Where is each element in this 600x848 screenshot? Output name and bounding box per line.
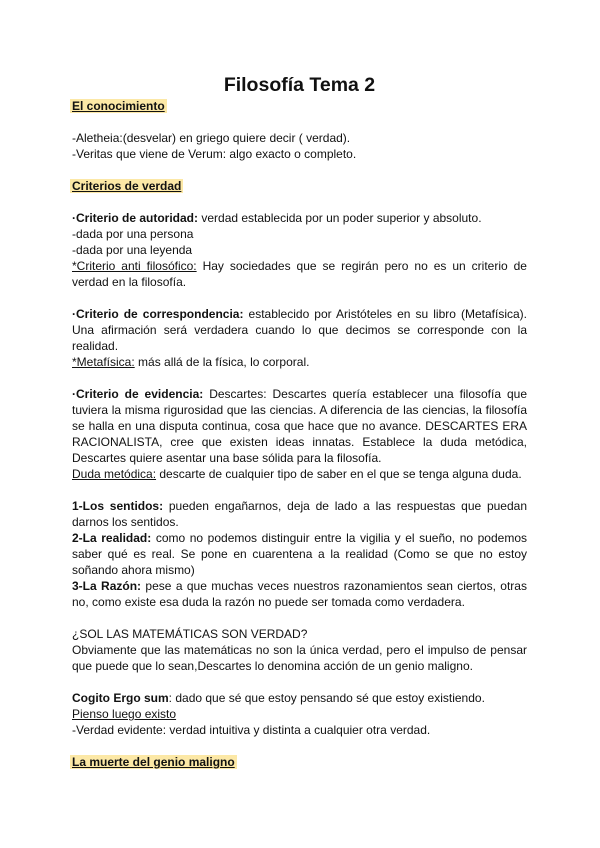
autoridad-label: ·Criterio de autoridad: bbox=[72, 211, 199, 225]
section-conocimiento bbox=[72, 98, 527, 114]
duda-metodica-text: descarte de cualquier tipo de saber en el que se tenga alguna duda. bbox=[156, 467, 522, 481]
evidencia-text: Descartes: Descartes quería establecer una filosofía que tuviera la misma rigurosidad que las ciencias. A diferencia de las ciencias, la filosofía se halla en una disputa continua, cosa que hace que no avance. DESCARTES ERA RACIONALISTA, cree que existen ideas innatas. Establece la duda metódica, Descartes quiere asentar una base sólida para la filosofía. bbox=[72, 387, 527, 465]
nivel-razon bbox=[72, 578, 527, 610]
nivel-sentidos bbox=[72, 498, 527, 530]
criterio-evidencia bbox=[72, 386, 527, 482]
matematicas-question: ¿SOL LAS MATEMÁTICAS SON VERDAD? bbox=[72, 627, 308, 641]
section-heading-criterios: Criterios de verdad bbox=[72, 179, 182, 193]
autoridad-persona: -dada por una persona bbox=[72, 227, 194, 241]
nivel-realidad bbox=[72, 530, 527, 578]
sentidos-label: 1-Los sentidos: bbox=[72, 499, 164, 513]
criterio-correspondencia bbox=[72, 306, 527, 370]
autoridad-text: verdad establecida por un poder superior y absoluto. bbox=[198, 211, 482, 225]
correspondencia-text: establecido por Aristóteles en su libro (Metafísica). Una afirmación será verdadera cuando lo que decimos se corresponde con la realidad. bbox=[72, 307, 527, 353]
conocimiento-body bbox=[72, 130, 527, 162]
metafisica-label: *Metafísica: bbox=[72, 355, 135, 369]
section-heading-genio-maligno: La muerte del genio maligno bbox=[72, 755, 235, 769]
section-criterios bbox=[72, 178, 527, 194]
criterio-autoridad bbox=[72, 210, 527, 290]
matematicas-text: Obviamente que las matemáticas no son la única verdad, pero el impulso de pensar que puede que lo sean,Descartes lo denomina acción de un genio maligno. bbox=[72, 643, 527, 673]
duda-niveles bbox=[72, 498, 527, 610]
pienso-luego-existo: Pienso luego existo bbox=[72, 707, 177, 721]
razon-text: pese a que muchas veces nuestros razonamientos sean ciertos, otras no, como existe esa duda la razón no puede ser tomada como verdadera. bbox=[72, 579, 527, 609]
section-genio-maligno bbox=[72, 754, 527, 770]
sentidos-text: pueden engañarnos, deja de lado a las respuestas que puedan darnos los sentidos. bbox=[72, 499, 527, 529]
correspondencia-label: ·Criterio de correspondencia: bbox=[72, 307, 244, 321]
evidencia-label: ·Criterio de evidencia: bbox=[72, 387, 204, 401]
autoridad-leyenda: -dada por una leyenda bbox=[72, 243, 193, 257]
veritas-line: -Veritas que viene de Verum: algo exacto o completo. bbox=[72, 147, 357, 161]
metafisica-text: más allá de la física, lo corporal. bbox=[134, 355, 310, 369]
realidad-text: como no podemos distinguir entre la vigilia y el sueño, no podemos saber qué es real. Se pone en cuarentena a la realidad (Como se que no estoy soñando ahora mismo) bbox=[72, 531, 527, 577]
page-title: Filosofía Tema 2 bbox=[223, 74, 376, 96]
cogito-text: : dado que sé que estoy pensando sé que estoy existiendo. bbox=[168, 691, 485, 705]
verdad-evidente: -Verdad evidente: verdad intuitiva y distinta a cualquier otra verdad. bbox=[72, 723, 431, 737]
matematicas-block bbox=[72, 626, 527, 674]
cogito-label: Cogito Ergo sum bbox=[72, 691, 169, 705]
section-heading-conocimiento: El conocimiento bbox=[72, 99, 165, 113]
anti-filosofico-label: *Criterio anti filosófico: bbox=[72, 259, 197, 273]
realidad-label: 2-La realidad: bbox=[72, 531, 152, 545]
aletheia-line: -Aletheia:(desvelar) en griego quiere decir ( verdad). bbox=[72, 131, 351, 145]
anti-filosofico-text: Hay sociedades que se regirán pero no es un criterio de verdad en la filosofía. bbox=[72, 259, 527, 289]
razon-label: 3-La Razón: bbox=[72, 579, 142, 593]
duda-metodica-label: Duda metódica: bbox=[72, 467, 157, 481]
cogito-block bbox=[72, 690, 527, 738]
